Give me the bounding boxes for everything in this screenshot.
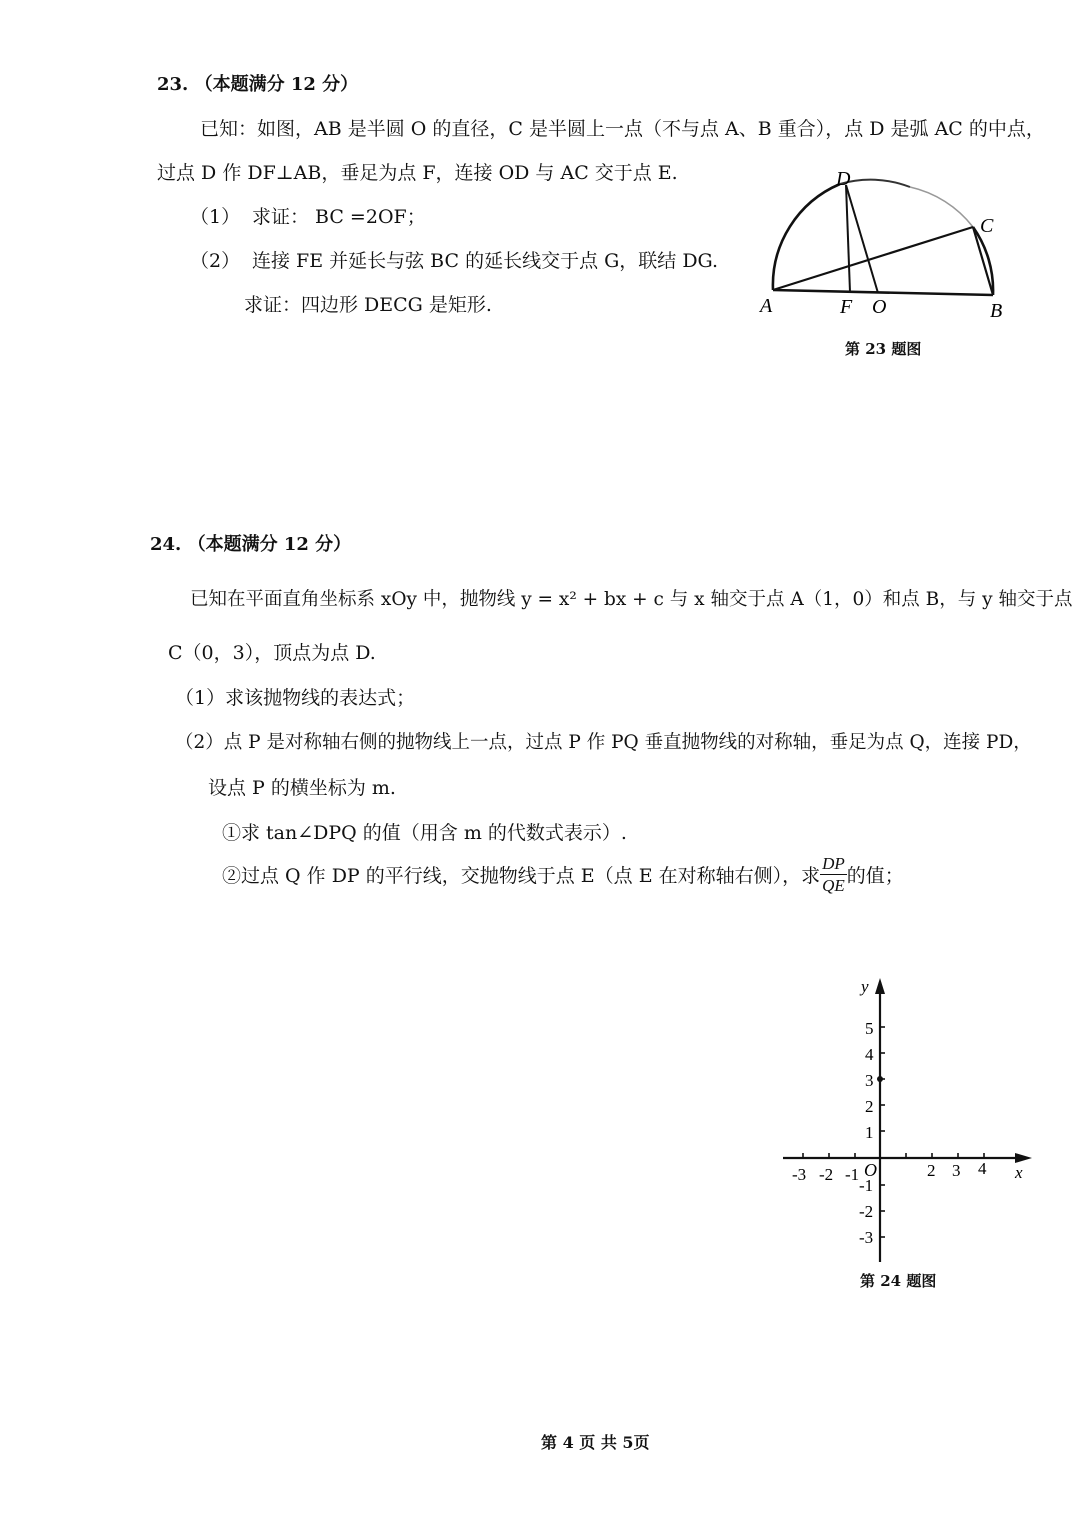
q23-chord-ac	[773, 227, 973, 290]
q24-x-tick-label: -2	[819, 1165, 834, 1184]
q23-diameter-ab	[773, 290, 993, 295]
q23-text-line2: 过点 D 作 DF⊥AB，垂足为点 F，连接 OD 与 AC 交于点 E.	[157, 162, 678, 184]
q24-point-c	[877, 1076, 883, 1082]
q24-x-tick-label: 4	[978, 1159, 987, 1178]
q24-figure	[775, 970, 1040, 1270]
q23-label-c: C	[980, 215, 994, 237]
q23-part2-proof: 求证：四边形 DECG 是矩形.	[244, 294, 492, 316]
q24-x-tick-label: 3	[952, 1161, 961, 1180]
q24-fraction	[820, 855, 847, 894]
page-footer: 第 4 页 共 5页	[541, 1433, 650, 1452]
q23-label-f: F	[840, 296, 853, 318]
q24-y-tick-label: 3	[865, 1071, 874, 1090]
q23-part2-number: （2）	[190, 250, 241, 272]
q23-figure-caption: 第 23 题图	[845, 340, 922, 358]
q24-fraction-denominator: QE	[822, 876, 845, 895]
q24-y-tick-label: 4	[865, 1045, 874, 1064]
q23-label-a: A	[760, 295, 773, 317]
q24-sub2	[222, 855, 904, 894]
q24-x-tick-label: 2	[927, 1161, 936, 1180]
q24-y-tick-label: 5	[865, 1019, 874, 1038]
q24-part2-cont: 设点 P 的横坐标为 m.	[208, 777, 396, 799]
q23-label-d: D	[836, 168, 851, 190]
q24-text-line2: C（0，3），顶点为点 D.	[168, 642, 376, 664]
q23-figure	[750, 165, 1030, 325]
q23-part2-text: 连接 FE 并延长与弦 BC 的延长线交于点 G，联结 DG.	[252, 250, 719, 272]
q23-part1-text: 求证： BC =2OF；	[252, 206, 426, 228]
q24-x-axis-arrow	[1015, 1153, 1032, 1163]
q24-y-tick-label: -1	[859, 1176, 874, 1195]
q23-label-b: B	[990, 300, 1003, 322]
q24-y-tick-label: 2	[865, 1097, 874, 1116]
q24-y-tick-label: -3	[859, 1228, 874, 1247]
q24-sub2-text: ②过点 Q 作 DP 的平行线，交抛物线于点 E（点 E 在对称轴右侧），求	[222, 865, 821, 887]
q24-x-tick-label: -3	[792, 1165, 807, 1184]
q23-heading: 23. （本题满分 12 分）	[157, 74, 359, 95]
q23-segment-od	[846, 185, 878, 293]
q24-text-line1: 已知在平面直角坐标系 xOy 中，抛物线 y = x² + bx + c 与 x 轴交于点 A（1，0）和点 B，与 y 轴交于点	[190, 589, 1073, 610]
q24-fraction-numerator: DP	[822, 854, 845, 873]
q24-sub1: ①求 tan∠DPQ 的值（用含 m 的代数式表示）.	[222, 822, 627, 844]
q24-heading: 24. （本题满分 12 分）	[150, 534, 352, 555]
q24-x-tick-label: -1	[845, 1165, 860, 1184]
q24-y-axis-arrow	[875, 978, 885, 994]
q24-origin-label: O	[864, 1160, 877, 1180]
q24-y-tick-label: -2	[859, 1202, 874, 1221]
q23-segment-df	[846, 185, 850, 292]
q23-arc-top	[840, 180, 910, 187]
q24-part1: （1）求该抛物线的表达式；	[175, 687, 416, 709]
q23-arc-faded	[910, 187, 973, 227]
q24-y-axis-label: y	[861, 977, 869, 996]
q24-y-tick-label: 1	[865, 1123, 874, 1142]
q23-text-line1: 已知：如图，AB 是半圆 O 的直径，C 是半圆上一点（不与点 A、B 重合），点 D 是弧 AC 的中点，	[200, 118, 1045, 140]
q23-part1-number: （1）	[190, 206, 241, 228]
q23-arc-left	[773, 184, 840, 290]
q24-figure-caption: 第 24 题图	[860, 1272, 937, 1290]
q24-x-axis-label: x	[1015, 1163, 1023, 1182]
q24-sub2-tail: 的值；	[846, 865, 904, 887]
q23-label-o: O	[872, 296, 887, 318]
q24-part2: （2）点 P 是对称轴右侧的抛物线上一点，过点 P 作 PQ 垂直抛物线的对称轴，垂足为点 Q，连接 PD，	[175, 732, 1032, 753]
